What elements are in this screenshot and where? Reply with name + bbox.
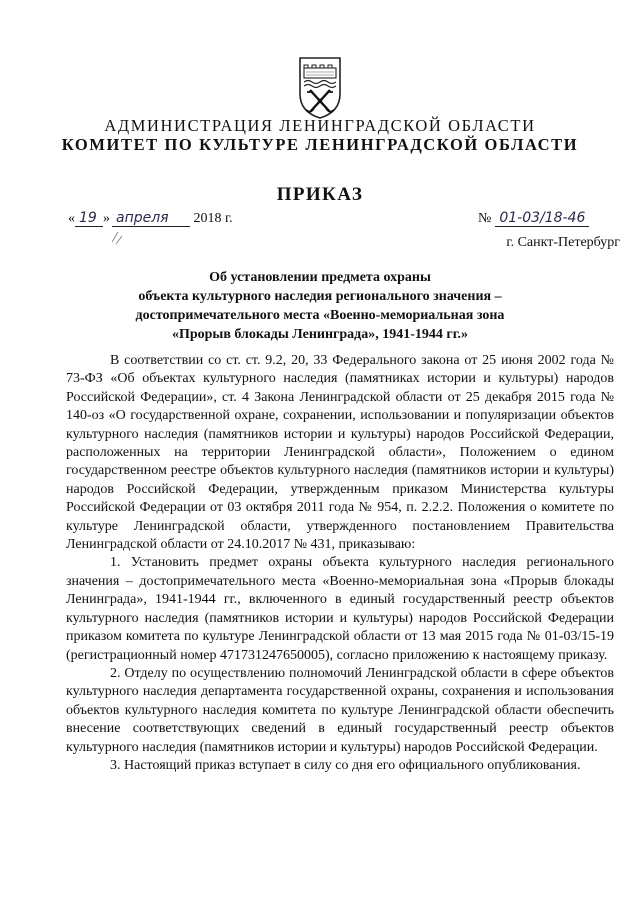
leningrad-oblast-coat-of-arms-icon <box>296 54 344 120</box>
order-number <box>478 210 589 227</box>
subject-line-3: достопримечательного места «Военно-мемориальная зона <box>135 308 505 323</box>
order-subject <box>100 268 540 344</box>
subject-line-4: «Прорыв блокады Ленинграда», 1941-1944 гг.» <box>171 327 469 342</box>
order-date <box>68 210 233 227</box>
date-day-handwritten: 19 <box>75 210 103 227</box>
number-sign: № <box>478 211 492 226</box>
date-open-quote: « <box>68 211 75 226</box>
body-item-3: 3. Настоящий приказ вступает в силу со дня его официального опубликования. <box>110 757 581 773</box>
order-city: г. Санкт-Петербург <box>506 235 620 250</box>
subject-line-2: объекта культурного наследия регионального значения – <box>138 289 502 304</box>
organization-name-line-2: КОМИТЕТ ПО КУЛЬТУРЕ ЛЕНИНГРАДСКОЙ ОБЛАСТИ <box>61 135 579 154</box>
subject-line-1: Об установлении предмета охраны <box>209 270 431 285</box>
date-year: 2018 г. <box>190 211 233 226</box>
body-preamble: В соответствии со ст. ст. 9.2, 20, 33 Федерального закона от 25 июня 2002 года № 73-ФЗ «Об объектах культурного наследия (памятниках истории и культуры) народов Российской Федерации», ст. 4 Закона Ленинградской области от 25 декабря 2015 года № 140-оз «О государственной охране, сохранении, использовании и популяризации объектов культурного наследия (памятников истории и культуры) народов Российской Федерации, расположенных на территории Ленинградской области», Положением о едином государственном реестре объектов культурного наследия (памятников истории и культуры) народов Российской Федерации, утвержденным приказом Министерства культуры Российской Федерации от 03 октября 2011 года № 954, п. 2.2.2. Положения о комитете по культуре Ленинградской области, утвержденного постановлением Правительства Ленинградской области от 24.10.2017 № 431, приказываю: <box>66 353 614 553</box>
order-body <box>66 352 614 775</box>
order-number-handwritten: 01-03/18-46 <box>495 210 589 227</box>
organization-name-line-1: АДМИНИСТРАЦИЯ ЛЕНИНГРАДСКОЙ ОБЛАСТИ <box>104 116 536 135</box>
order-title: ПРИКАЗ <box>276 184 364 205</box>
handwritten-mark-icon <box>108 228 136 246</box>
date-close-quote: » <box>103 211 110 226</box>
date-month-handwritten: апреля <box>112 210 190 227</box>
body-item-1: 1. Установить предмет охраны объекта культурного наследия регионального значения – достопримечательного места «Военно-мемориальная зона «Прорыв блокады Ленинграда», 1941-1944 гг., включенного в единый государственный реестр объектов культурного наследия (памятников истории и культуры) народов Российской Федерации приказом комитета по культуре Ленинградской области от 13 мая 2015 года № 01-03/15-19 (регистрационный номер 471731247650005), согласно приложению к настоящему приказу. <box>66 555 614 663</box>
body-item-2: 2. Отделу по осуществлению полномочий Ленинградской области в сфере объектов культурного наследия департамента государственной охраны, сохранения и использования объектов культурного наследия комитета по культуре Ленинградской области обеспечить внесение соответствующих сведений в единый государственный реестр объектов культурного наследия (памятников истории и культуры) народов Российской Федерации. <box>66 665 614 755</box>
